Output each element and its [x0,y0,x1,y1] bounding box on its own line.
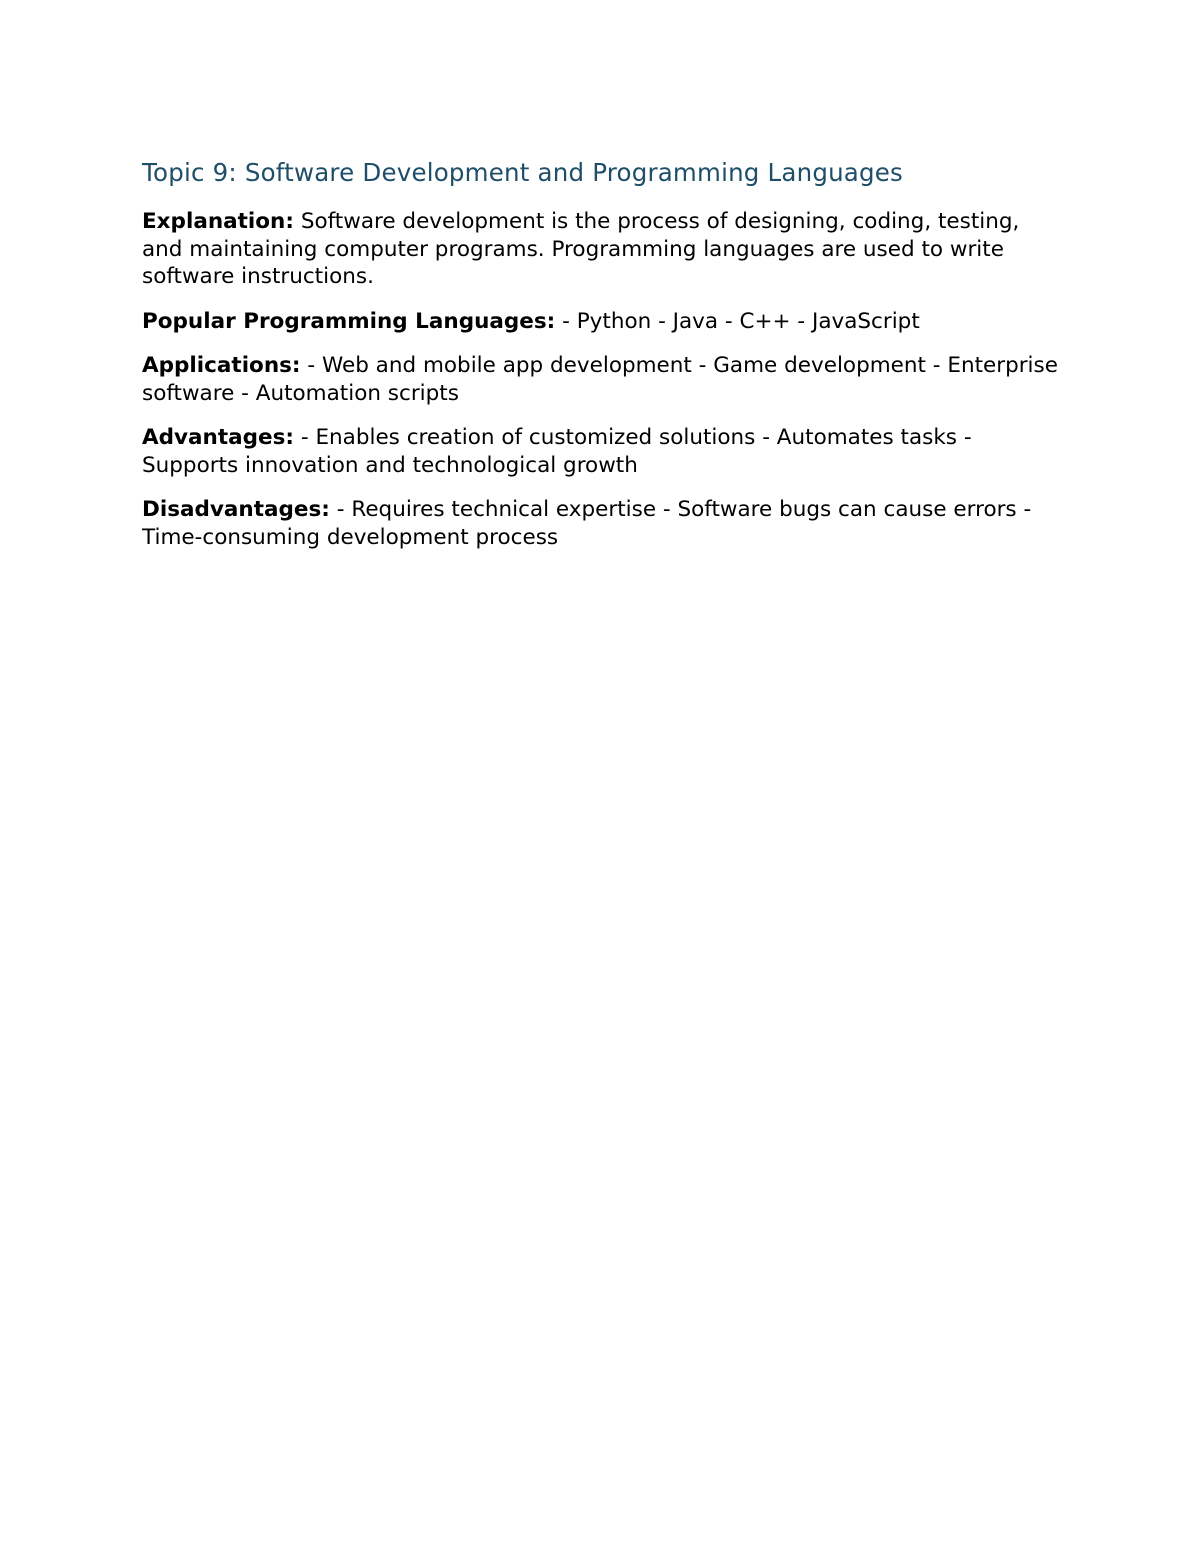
applications-paragraph [142,352,1062,407]
advantages-paragraph [142,424,1062,479]
advantages-text: - Enables creation of customized solutions - Automates tasks - Supports innovation and technological growth [142,425,972,478]
applications-label: Applications: [142,353,301,378]
explanation-text: Software development is the process of designing, coding, testing, and maintaining computer programs. Programming languages are used to write software instructions. [142,209,1020,289]
disadvantages-paragraph [142,496,1062,551]
disadvantages-label: Disadvantages: [142,497,330,522]
document-body [142,156,1062,568]
languages-text: - Python - Java - C++ - JavaScript [562,308,920,334]
explanation-paragraph [142,208,1062,291]
explanation-label: Explanation: [142,209,294,234]
page-title: Topic 9: Software Development and Programming Languages [142,158,904,187]
disadvantages-text: - Requires technical expertise - Software bugs can cause errors - Time-consuming development process [142,497,1032,550]
advantages-label: Advantages: [142,425,295,450]
languages-paragraph [142,308,1062,336]
applications-text: - Web and mobile app development - Game development - Enterprise software - Automation scripts [142,353,1058,406]
languages-label: Popular Programming Languages: [142,308,556,334]
